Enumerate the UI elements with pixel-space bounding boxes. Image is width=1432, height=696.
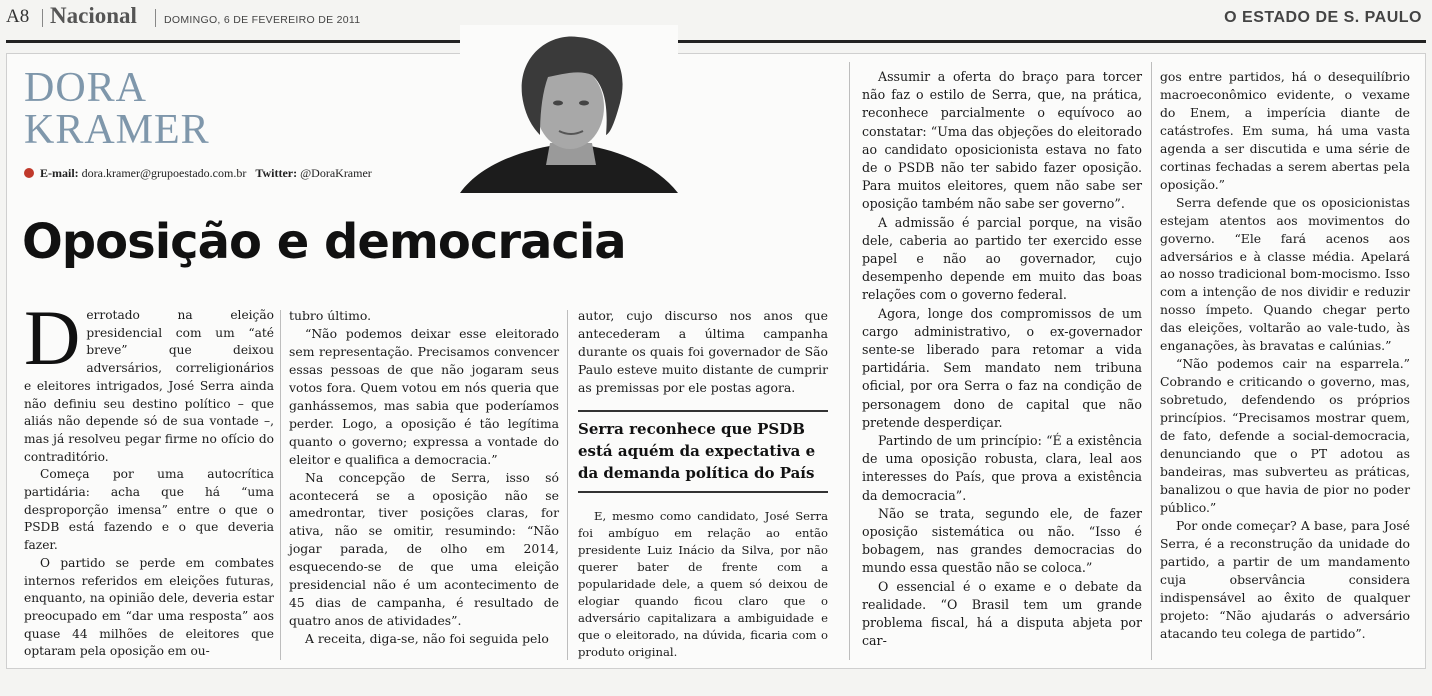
column-rule (280, 310, 281, 660)
paragraph: “Não podemos deixar esse eleitorado sem representação. Precisamos convencer essas pessoas de que não jogaram seus votos fora. Quem votou em nós queria que ganhássemos, mas sabia que poderíamos perder. Logo, a oposição é tão legítima quanto o governo; expressa a vontade do eleitor e qualifica a democracia.” (289, 325, 559, 467)
twitter-handle[interactable]: @DoraKramer (300, 166, 372, 180)
paragraph: O essencial é o exame e o debate da realidade. “O Brasil tem um grande problema fiscal, há a disputa abjeta por car- (862, 578, 1142, 649)
column-rule (849, 62, 850, 660)
column-rule (1151, 62, 1152, 660)
subhead-rule (578, 410, 828, 412)
publication-date: DOMINGO, 6 DE FEVEREIRO DE 2011 (164, 14, 361, 26)
paragraph (24, 294, 274, 466)
paragraph: tubro último. (289, 308, 372, 323)
email-label: E-mail: (40, 166, 79, 180)
paragraph: Agora, longe dos compromissos de um cargo administrativo, o ex-governador sente-se liberado para retomar a vida partidária. Sem mandato nem tribuna oficial, por ora Serra o faz na condição de personagem dono de capital que não pretende desperdiçar. (862, 305, 1142, 430)
subhead-rule (578, 491, 828, 493)
header-rule (6, 40, 1426, 43)
paragraph: autor, cujo discurso nos anos que antecederam a última campanha durante os quais foi governador de São Paulo esteve muito distante de cumprir as premissas por ele postas agora. (578, 308, 828, 395)
subhead: Serra reconhece que PSDB está aquém da expectativa e da demanda política do País (578, 420, 816, 482)
headline: Oposição e democracia (22, 214, 626, 270)
columnist-photo (460, 25, 678, 193)
article-column-2 (289, 307, 559, 648)
paragraph: Na concepção de Serra, isso só acontecerá se a oposição não se amedrontar, tiver posições claras, for ativa, não se omitir, resumindo: “Não jogar parada, de olho em 2014, esquecendo-se de que uma eleição presidencial não é um acontecimento de 45 dias de campanha, é resultado de quatro anos de atividades”. (289, 469, 559, 629)
paragraph: Serra defende que os oposicionistas estejam atentos aos movimentos do governo. “Ele fará acenos aos adversários e à classe média. Apelará ao nosso tradicional bom-mocismo. Isso com a intenção de nos dividir e reduzir nosso ímpeto. Quando chegar perto das eleições, voltarão ao vale-tudo, às enganações, às bravatas e calúnias.” (1160, 194, 1410, 354)
columnist-last-name: KRAMER (24, 107, 210, 153)
columnist-name (24, 67, 210, 151)
paragraph: E, mesmo como candidato, José Serra foi ambíguo em relação ao então presidente Luiz Inácio da Silva, por não querer bater de frente com a popularidade dele, a quem só deixou de elogiar quando ficou claro que o adversário capitalizara a ambiguidade e que o eleitorado, na dúvida, ficaria com o produto original. (578, 509, 828, 659)
article-column-3-continued (578, 508, 828, 661)
article-column-4 (862, 68, 1142, 651)
paragraph: Assumir a oferta do braço para torcer não faz o estilo de Serra, que, na prática, reconhece parcialmente o equívoco ao constatar: “Uma das objeções do eleitorado ao candidato oposicionista estava no fato de o PSDB não ter sabido fazer oposição. Para muitos eleitores, quem não sabe ser oposição também não sabe ser governo”. (862, 69, 1142, 212)
newspaper-name: O ESTADO DE S. PAULO (1224, 9, 1422, 26)
header-divider (42, 9, 43, 27)
paragraph: gos entre partidos, há o desequilíbrio macroeconômico evidente, o vexame do Enem, a imperícia diante de catástrofes. Em suma, há uma vasta agenda a ser discutida e uma série de cortinas fechadas a serem abertas pela oposição.” (1160, 69, 1410, 192)
email-address[interactable]: dora.kramer@grupoestado.com.br (81, 166, 247, 180)
column-rule (567, 310, 568, 660)
paragraph: “Não podemos cair na esparrela.” Cobrando e criticando o governo, mas, sobretudo, defendendo os próprios princípios. “Precisamos mostrar quem, de fato, defende a social-democracia, denunciando que o PT adotou as bandeiras, mas subverteu as práticas, banalizou o que havia de pior no poder público.” (1160, 356, 1410, 515)
paragraph: A admissão é parcial porque, na visão dele, caberia ao partido ter exercido esse papel e não ao governador, cujo desempenho depende em muito das boas relações com o governo federal. (862, 214, 1142, 303)
section-name: Nacional (50, 3, 137, 28)
paragraph: O partido se perde em combates internos referidos em eleições futuras, enquanto, na opinião dele, deveria estar preocupado em “dar uma resposta” aos quase 44 milhões de eleitores que optaram pela oposição em ou- (24, 555, 274, 659)
paragraph-text: errotado na eleição presidencial com um “até breve” que deixou adversários, correligionários e eleitores intrigados, José Serra ainda não definiu seu destino político – que aliás não depende só de sua vontade –, mas já resolveu pegar firme no ofício do contraditório. (24, 308, 274, 464)
paragraph: Começa por uma autocrítica partidária: acha que há “uma desproporção imensa” entre o que o PSDB está fazendo e o que deveria fazer. (24, 467, 274, 553)
article-column-3 (578, 307, 828, 397)
article-column-5 (1160, 68, 1410, 643)
paragraph: Por onde começar? A base, para José Serra, é a reconstrução da unidade do partido, a partir de um mandamento cuja observância considera indispensável ao êxito de qualquer projeto: “Não ajudarás o adversário atacando teu colega de partido”. (1160, 517, 1410, 641)
twitter-label: Twitter: (255, 166, 298, 180)
paragraph: Não se trata, segundo ele, de fazer oposição sistemática ou não. “Isso é bobagem, nas grandes democracias do mundo essa questão não se coloca.” (862, 505, 1142, 576)
drop-cap: D (24, 294, 81, 381)
bullet-icon (24, 168, 34, 178)
page-number: A8 (6, 6, 30, 27)
paragraph: Partindo de um princípio: “É a existência de uma oposição robusta, clara, leal aos interesses do País, que prova a existência da democracia”. (862, 433, 1142, 503)
article-column-1 (24, 294, 274, 661)
columnist-contact (24, 166, 372, 181)
paragraph: A receita, diga-se, não foi seguida pelo (305, 631, 549, 647)
header-divider (155, 9, 156, 27)
columnist-first-name: DORA (24, 65, 148, 111)
